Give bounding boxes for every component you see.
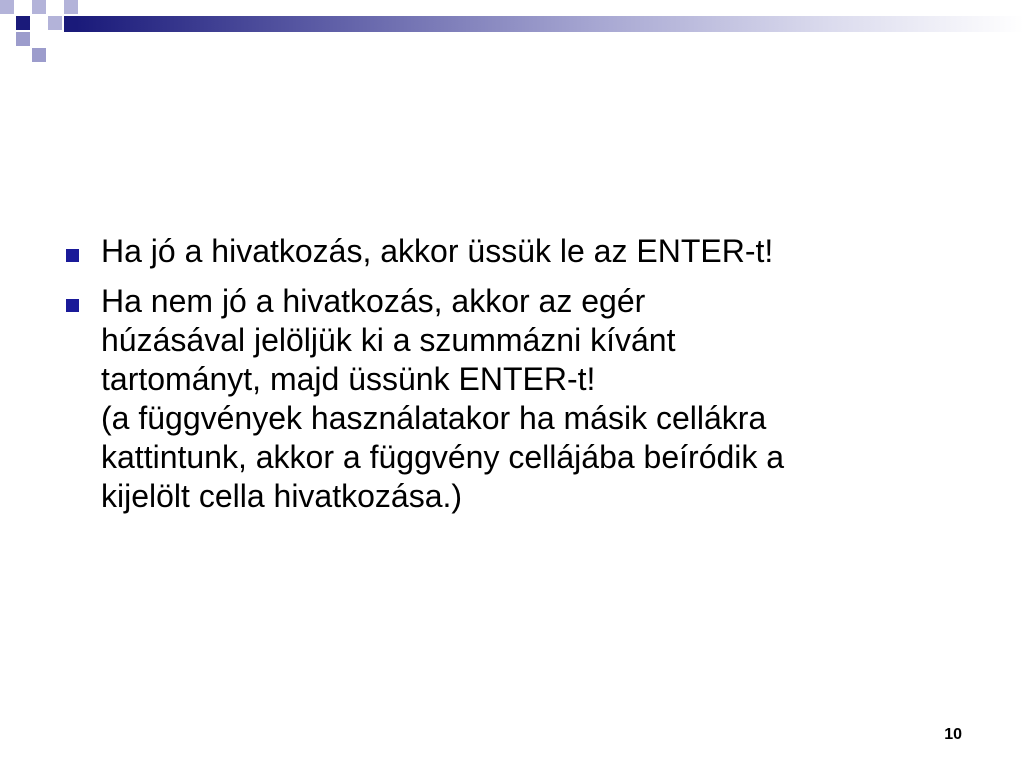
decor-square (64, 16, 76, 32)
list-item (64, 282, 964, 516)
decor-square (16, 32, 30, 46)
decor-square (64, 0, 78, 14)
bullet-square-icon (66, 299, 79, 312)
bullet-list (64, 232, 964, 527)
page-number: 10 (944, 726, 962, 743)
bullet-square-icon (66, 249, 79, 262)
decor-square (0, 0, 14, 14)
bullet-text: Ha jó a hivatkozás, akkor üssük le az ENTER-t! (101, 233, 774, 269)
decor-square (32, 0, 46, 14)
decor-square (32, 48, 46, 62)
decor-square (48, 16, 62, 30)
decor-square (16, 16, 30, 30)
bullet-text: Ha nem jó a hivatkozás, akkor az egér húzásával jelöljük ki a szummázni kívánt tartományt, majd üssünk ENTER-t! (a függvények használatakor ha másik cellákra kattintunk, akkor a függvény cellájába beíródik a kijelölt cella hivatkozása.) (101, 283, 785, 514)
header-gradient-bar (76, 16, 1024, 32)
list-item (64, 232, 964, 271)
